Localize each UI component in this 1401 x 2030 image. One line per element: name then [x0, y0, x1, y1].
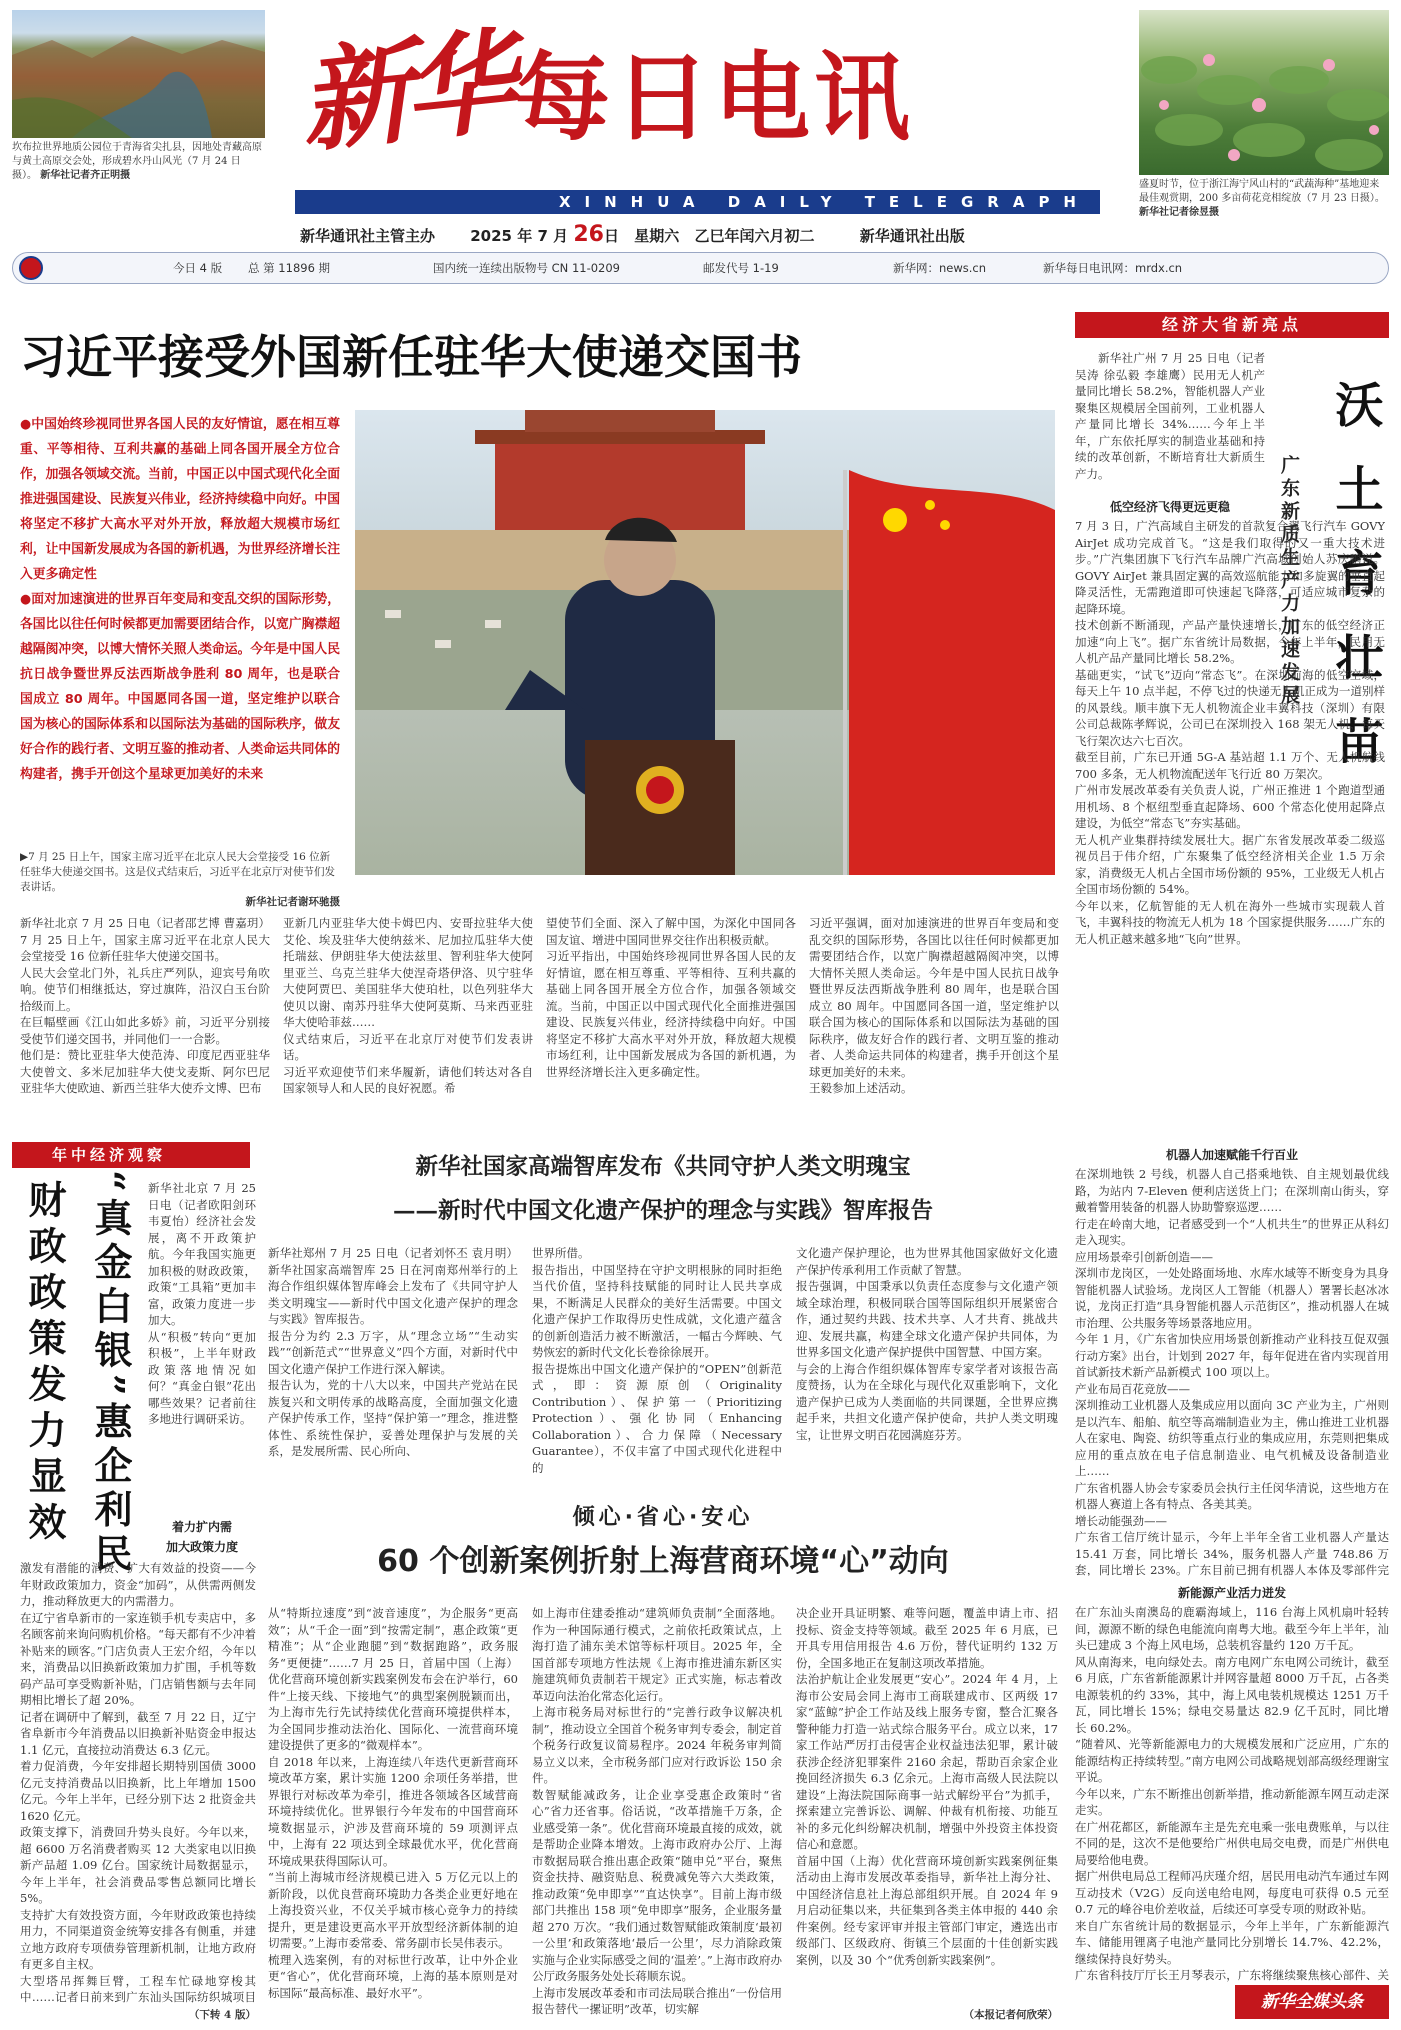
- shanghai-body-col-3: 决企业开具证明繁、难等问题，覆盖申请上市、招投标、资金支持等领域。截至 2025 年 6 月底，已开具专用信用报告 4.6 万份，替代证明约 132 万份，全国多地正在复制这项改革措施。 法治护航让企业发展更“安心”。2024 年 4 月，上海市公安局会同上海市工商联建成市、区两级 17 家“蓝鲸”护企工作站及线上服务专窗，整合汇聚各警种能力打造一站式综合服务平台。成立以来，17 家工作站严厉打击侵害企业权益违法犯罪，累计破获涉企经济犯罪案件 2160 余起，帮助百余家企业挽回经济损失 6.3 亿余元。上海市高级人民法院以建设“上海法院国际商事一站式解纷平台”为抓手，探索建立完善诉讼、调解、仲裁有机衔接、功能互补的多元化纠纷解决机制，增强中外投资主体投资信心和意愿。 首届中国（上海）优化营商环境创新实践案例征集活动由上海市发展改革委指导，新华社上海分社、中国经济信息社上海总部组织开展。自 2024 年 9 月启动征集以来，共征集到各类主体申报的 440 余件案例。经专家评审并报主管部门审定，遴选出市级部门、区级政府、街镇三个层面的十佳创新实践案例，以及 30 个“优秀创新实践案例”。: [796, 1606, 1058, 1967]
- lead-summary-2: ●面对加速演进的世界百年变局和变乱交织的国际形势，各国比以往任何时候都更加需要团结合作，以宽广胸襟超越隔阂冲突，以博大情怀关照人类命运。今年是中国人民抗日战争暨世界反法西斯战争胜利 80 周年，也是联合国成立 80 周年。中国愿同各国一道，坚定维护以联合国为核心的国际体系和以国际法为基础的国际秩序，做友好合作的践行者、文明互鉴的推动者、人类命运共同体的构建者，携手开创这个星球更加美好的未来: [20, 592, 340, 782]
- publisher: 新华通讯社出版: [859, 227, 965, 245]
- right-col-subhead-2: 机器人加速赋能千行百业: [1165, 1148, 1298, 1162]
- left-photo-credit: 新华社记者齐正明摄: [40, 170, 131, 181]
- shanghai-body-col-1: 从“特斯拉速度”到“波音速度”，为企服务“更高效”；从“千企一面”到“按需定制”，惠企政策“更精准”；从“企业跑腿”到“数据跑路”，政务服务“更便捷”……7 月 25 日，首届中国（上海）优化营商环境创新实践案例发布会在沪举行，60 件“上接天线、下接地气”的典型案例脱颖而出，为上海市先行先试持续优化营商环境提供样本，为全国同步推动法治化、国际化、一流营商环境建设提供了更多的“微观样本”。 自 2018 年以来，上海连续八年迭代更新营商环境改革方案，累计实施 1200 余项任务举措，世界银行对标改革为牵引，推进各领域各区域营商环境持续优化。世界银行今年发布的中国营商环境数据显示，沪涉及营商环境的 59 项测评点中，上海有 22 项达到全球最优水平，优化营商环境成果获得国际认可。 “当前上海城市经济规模已进入 5 万亿元以上的新阶段，以优良营商环境助力各类企业更好地在上海投资兴业，不仅关乎城市核心竞争力的持续提升，更是建设更高水平开放型经济新体制的迫切需要。”上海市委常委、常务副市长吴伟表示。 梳理入选案例，有的对标世行改革，让中外企业更“省心”，优化营商环境，上海的基本原则是对标国际“最高标准、最好水平”。: [268, 1606, 518, 2000]
- shanghai-body-col-2: 如上海市住建委推动“建筑师负责制”全面落地。作为一种国际通行模式，之前依托政策试点，上海打造了浦东美术馆等标杆项目。2025 年，全国首部专项地方性法规《上海市推进浦东新区实施建筑师负责制若干规定》正式实施，标志着改革迈向法治化常态化运行。 上海市税务局对标世行的“完善行政争议解决机制”，推动设立全国首个税务审判专委会，制定首个税务行政复议简易程序。2024 年税务审判简易立义以来，全市税务部门应对行政诉讼 150 余件。 数智赋能减政务，让企业享受惠企政策时“省心”省力还省事。俗话说，“改革措施千万条，企业感受第一条”。优化营商环境最直接的成效，就是帮助企业降本增效。上海市政府办公厅、上海市数据局联合推出惠企政策“随申兑”平台，聚焦资金扶持、融资贴息、税费减免等六大类政策，推动政策“免申即享”“直达快享”。目前上海市级部门共推出 158 项“免申即享”服务，企业服务量超 270 万次。“我们通过数智赋能政策制度‘最初一公里’和政策落地‘最后一公里’，尽力消除政策实施与企业实际感受之间的‘温差’。”上海市政府办公厅政务服务处处长蒋顺东说。 上海市发展改革委和市司法局联合推出“一份信用报告替代一摞证明”改革，切实解: [532, 1606, 782, 2016]
- econ-body: 激发有潜能的消费、扩大有效益的投资——今年财政政策加力，资金“加码”，从供需两侧发力，推动释放更大的内需潜力。 在辽宁省阜新市的一家连锁手机专卖店中，多名顾客前来询问购机价格。“每天都有不少冲着补贴来的顾客。”门店负责人王宏介绍，今年以来，消费品以旧换新政策加力扩围，手机等数码产品可享受购新补贴，门店销售额与去年同期相比增长了超 20%。 记者在调研中了解到，截至 7 月 22 日，辽宁省阜新市今年消费品以旧换新补贴资金申报达 1.1 亿元，直接拉动消费达 6.3 亿元。 着力促消费，今年安排超长期特别国债 3000 亿元支持消费品以旧换新，比上年增加 1500 亿元。今年上半年，已经分别下达 2 批资金共 1620 亿元。 政策支撑下，消费回升势头良好。今年以来，超 6600 万名消费者购买 12 大类家电以旧换新产品超 1.09 亿台。国家统计局数据显示，今年上半年，社会消费品零售总额同比增长 5%。 支持扩大有效投资方面，今年财政政策也持续用力，不同渠道资金统筹安排各有侧重，并建立地方政府专项债券管理新机制，让地方政府有更多自主权。 大型塔吊挥舞巨臂，工程车忙碌地穿梭其中……记者日前来到广东汕头国际纺织城项目: [20, 1561, 256, 2004]
- lead-body-col-3: 望使节们全面、深入了解中国，为深化中国同各国友谊、增进中国同世界交往作出积极贡献。 习近平指出，中国始终珍视同世界各国人民的友好情谊，愿在相互尊重、平等相待、互利共赢的基础上同各国开展全方位合作，加强各领域交流。当前，中国正以中国式现代化全面推进强国建设、民族复兴伟业，经济持续稳中向好。中国将坚定不移扩大高水平对外开放，释放超大规模市场红利，让中国新发展成为各国的新机遇，为世界经济增长注入更多确定性。: [546, 916, 796, 1079]
- shanghai-credit: （本报记者何欣荣）: [963, 2009, 1058, 2021]
- xinhua-emblem-icon: [19, 256, 43, 280]
- right-col-title: 沃土育壮苗: [1327, 380, 1383, 800]
- lead-photo-credit: 新华社记者谢环驰摄: [245, 896, 340, 908]
- info-issue-number: 总 第 11896 期: [248, 261, 331, 275]
- lead-summary-1: ●中国始终珍视同世界各国人民的友好情谊，愿在相互尊重、平等相待、互利共赢的基础上同各国开展全方位合作，加强各领域交流。当前，中国正以中国式现代化全面推进强国建设、民族复兴伟业，经济持续稳中向好。中国将坚定不移扩大高水平对外开放，释放超大规模市场红利，让中国新发展成为各国的新机遇，为世界经济增长注入更多确定性: [20, 417, 340, 582]
- lead-photo: [355, 410, 1055, 875]
- right-photo-credit: 新华社记者徐昱摄: [1139, 207, 1219, 218]
- masthead-english-bar: XINHUA DAILY TELEGRAPH: [295, 190, 1100, 214]
- right-col-subhead-1: 低空经济飞得更远更稳: [1109, 500, 1230, 514]
- info-cn-number: 国内统一连续出版物号 CN 11-0209: [433, 261, 620, 275]
- report-title-b: ——新时代中国文化遗产保护的理念与实践》智库报告: [392, 1198, 933, 1224]
- econ-title-b: “真金白银”惠企利民: [88, 1170, 133, 1578]
- masthead-left-photo: [12, 10, 265, 138]
- masthead-title: [293, 16, 914, 169]
- right-col-body-1: 7 月 3 日，广汽高域自主研发的首款复合翼飞行汽车 GOVY AirJet 成功完成首飞。“这是我们取得的又一重大技术进步。”广汽集团旗下飞行汽车品牌广汽高域创始人苏庆鹏说。GOVY AirJet 兼具固定翼的高效巡航能力和多旋翼的垂直起降灵活性，无需跑道即可快速起飞降落，可适应城市复杂的起降环境。 技术创新不断涌现，产品产量快速增长，广东的低空经济正加速“向上飞”。据广东省统计局数据，今年上半年，民用无人机产品产量同比增长 58.2%。 基础更实，“试飞”迈向“常态飞”。在深圳前海的低空空域，每天上午 10 点半起，不停飞过的快递无人机正成为一道别样的风景线。顺丰旗下无人机物流企业丰翼科技（深圳）有限公司总裁陈孝辉说，公司已在深圳投入 168 架无人机，每天飞行架次达六七百次。 截至目前，广东已开通 5G-A 基站超 1.1 万个、无人机航线 700 多条，无人机物流配送年飞行近 80 万架次。 广州市发展改革委有关负责人说，广州正推进 1 个跑道型通用机场、8 个枢纽型垂直起降场、600 个常态化使用起降点建设，为低空“常态飞”夯实基础。 无人机产业集群持续发展壮大。据广东省发展改革委二级巡视员吕于伟介绍，广东聚集了低空经济相关企业 1.5 万余家，消费级无人机占全国市场份额的 95%，工业级无人机占全国市场份额的 54%。 今年以来，亿航智能的无人机在海外一些城市实现载人首飞，丰翼科技的物流无人机为 18 个国家提供服务……广东的无人机正越来越多地“飞向”世界。: [1075, 519, 1385, 946]
- shanghai-title: 60 个创新案例折射上海营商环境“心”动向: [377, 1544, 949, 1579]
- report-body-col-1: 新华社郑州 7 月 25 日电（记者刘怀丕 袁月明）新华社国家高端智库 25 日在河南郑州举行的上海合作组织媒体智库峰会上发布了《共同守护人类文明瑰宝——新时代中国文化遗产保护的理念与实践》智库报告。 报告分为约 2.3 万字，从“理念立场”“生动实践”“创新范式”“世界意义”四个方面，对新时代中国文化遗产保护工作进行深入解读。 报告认为，党的十八大以来，中国共产党站在民族复兴和文明传承的战略高度，全面加强文化遗产保护传承工作，坚持“保护第一”理念，推进整体性、系统性保护，妥善处理保护与发展的关系，是发展所需、民心所向、: [268, 1246, 518, 1458]
- info-pages: 今日 4 版: [173, 261, 223, 275]
- sponsor: 新华通讯社主管主办: [300, 227, 436, 245]
- lead-summary: [20, 412, 340, 787]
- issue-date: 2025 年 7 月 26日: [470, 222, 619, 247]
- lunar-date: 乙巳年闰六月初二: [694, 227, 815, 245]
- lead-body-col-1: 新华社北京 7 月 25 日电（记者邵艺博 曹嘉玥）7 月 25 日上午，国家主席习近平在北京人民大会堂接受 16 位新任驻华大使递交国书。 人民大会堂北门外，礼兵庄严列队，迎宾号角吹响。使节们相继抵达，穿过旗阵，沿汉白玉台阶拾级而上。 在巨幅壁画《江山如此多娇》前，习近平分别接受使节们递交国书，并同他们一一合影。 他们是：赞比亚驻华大使范涛、印度尼西亚驻华大使曾文、多米尼加驻华大使戈麦斯、阿尔巴尼亚驻华大使欧迪、新西兰驻华大使乔文博、巴布: [20, 916, 270, 1095]
- report-body-col-3: 文化遗产保护理论，也为世界其他国家做好文化遗产保护传承利用工作贡献了智慧。 报告强调，中国秉承以负责任态度参与文化遗产领域全球治理，积极同联合国等国际组织开展紧密合作，通过契约共践、技术共享、人才共育、挑战共迎、发展共赢，构建全球文化遗产保护共同体，为世界多国文化遗产保护提供中国智慧、中国方案。 与会的上海合作组织媒体智库专家学者对该报告高度赞扬，认为在全球化与现代化双重影响下，文化遗产保护已成为人类面临的共同课题，全世界应携起手来，共担文化遗产保护使命，共护人类文明瑰宝，让世界文明百花园满庭芬芳。: [796, 1246, 1058, 1442]
- econ-subhead-2: 加大政策力度: [165, 1540, 238, 1554]
- info-xinhuanet: 新华网：news.cn: [893, 261, 987, 275]
- right-col-lead: 新华社广州 7 月 25 日电（记者吴涛 徐弘毅 李雄鹰）民用无人机产量同比增长 58.2%，智能机器人产业聚集区规模居全国前列，工业机器人产量同比增长 34%……今年上半年，广东依托厚实的制造业基础和持续的改革创新，不断培育壮大新质生产力。: [1075, 351, 1265, 481]
- left-photo-caption: 坎布拉世界地质公园位于青海省尖扎县，因地处青藏高原与黄土高原交会处，形成碧水丹山风光（7 月 24 日摄）。 新华社记者齐正明摄: [12, 142, 262, 181]
- info-postal-code: 邮发代号 1-19: [703, 261, 779, 275]
- right-col-body-2: 在深圳地铁 2 号线，机器人自己搭乘地铁、自主规划最优线路，为站内 7-Eleven 便利店送货上门；在深圳南山街头，穿戴着警用装备的机器人协助警察巡逻…… 行走在岭南大地，记者感受到一个“人机共生”的世界正从科幻走入现实。 应用场景牵引创新创造—— 深圳市龙岗区，一处处路面场地、水库水域等不断变身为具身智能机器人试验场。龙岗区人工智能（机器人）署署长赵冰冰说，龙岗正打造“具身智能机器人示范街区”，推动机器人在城市治理、公共服务等场景落地应用。 今年 1 月，《广东省加快应用场景创新推动产业科技互促双强行动方案》出台，计划到 2027 年，每年促进在省内实现首用首试新技术新产品新模式 100 项以上。 产业布局百花竞放—— 深圳推动工业机器人及集成应用以面向 3C 产业为主，广州则是以汽车、船舶、航空等高端制造业为主，佛山推进工业机器人在家电、陶瓷、纺织等重点行业的集成应用，东莞则把集成应用的重点放在电子信息制造业、电气机械及设备制造业上…… 广东省机器人协会专家委员会执行主任闵华清说，这些地方在机器人赛道上各有特点、各美其美。 增长动能强劲—— 广东省工信厅统计显示，今年上半年全省工业机器人产量达 15.41 万套，同比增长 34%，服务机器人产量 748.86 万套，同比增长 23%。广东目前已拥有机器人本体及零部件完: [1075, 1167, 1389, 1576]
- right-col-body-3: 在广东汕头南澳岛的鹿霸海域上，116 台海上风机扇叶轻转间，源源不断的绿色电能流向南粤大地。截至今年上半年，汕头已建成 3 个海上风电场，总装机容量约 120 万千瓦。 风从南海来，电向绿处去。南方电网广东电网公司统计，截至 6 月底，广东省新能源累计并网容量超 8000 万千瓦，占各类电源装机的约 33%，其中，海上风电装机规模达 1251 万千瓦，同比增长 15%；绿电交易量达 82.9 亿千瓦时，同比增长 60.2%。 “随着风、光等新能源电力的大规模发展和广泛应用，广东的能源结构正持续转型。”南方电网公司战略规划部高级经理谢宝平说。 今年以来，广东不断推出创新举措，推动新能源车网互动走深走实。 在广州花都区，新能源车主是先充电乘一张电费账单，与以往不同的是，这次不是他要给广州供电局交电费，而是广州供电局要给他电费。 据广州供电局总工程师冯庆瑾介绍，居民用电动汽车通过车网互动技术（V2G）反向送电给电网，每度电可获得 0.5 元至 0.7 元的峰谷电价差收益，后续还可享受专项的财政补贴。 来自广东省统计局的数据显示，今年上半年，广东新能源汽车、储能用锂离子电池产量同比分别增长 14.7%、42.2%，继续保持良好势头。 广东省科技厅厅长王月琴表示，广东将继续聚焦核心部件、关: [1075, 1605, 1389, 1982]
- right-photo-caption: 盛夏时节，位于浙江海宁风山村的“武蔬海种”基地迎来最佳观赏期，200 多亩荷花竞相绽放（7 月 23 日摄）。 新华社记者徐昱摄: [1139, 179, 1385, 218]
- masthead-title-main: 每日电讯: [514, 42, 914, 154]
- econ-banner: 年中经济观察: [12, 1142, 250, 1168]
- econ-lead: 新华社北京 7 月 25 日电（记者欧阳剑环 韦夏怡）经济社会发展，离不开政策护航。今年我国实施更加积极的财政政策，政策“工具箱”更加丰富，政策力度进一步加大。 从“积极”转向“更加积极”，上半年财政政策落地情况如何？“真金白银”花出哪些效果？记者前往多地进行调研采访。: [148, 1181, 256, 1426]
- econ-subhead-1: 着力扩内需: [171, 1520, 232, 1534]
- lead-body-col-2: 亚新几内亚驻华大使卡姆巴内、安哥拉驻华大使艾伦、埃及驻华大使纳兹米、尼加拉瓜驻华大使托瑞兹、伊朗驻华大使法兹里、智利驻华大使阿里亚兰、乌克兰驻华大使涅奇塔伊洛、贝宁驻华大使阿贾巴、美国驻华大使珀杜，以色列驻华大使贝以谢、南苏丹驻华大使阿莫斯、马来西亚驻华大使哈菲兹…… 仪式结束后，习近平在北京厅对使节们发表讲话。 习近平欢迎使节们来华履新，请他们转达对各自国家领导人和人民的良好祝愿。希: [283, 916, 533, 1095]
- issue-info-bar: [12, 252, 1389, 284]
- right-col-subhead-3: 新能源产业活力迸发: [1177, 1586, 1286, 1600]
- report-title-a: 新华社国家高端智库发布《共同守护人类文明瑰宝: [415, 1154, 911, 1180]
- footer-tag: 新华全媒头条: [1235, 1985, 1389, 2019]
- masthead-right-photo: [1139, 10, 1389, 175]
- masthead-title-brush: 新华: [293, 16, 515, 169]
- info-mrdx: 新华每日电讯网：mrdx.cn: [1043, 261, 1183, 275]
- masthead-logo: [293, 16, 1100, 169]
- weekday: 星期六: [634, 227, 680, 245]
- econ-title-a: 财政政策发力显效: [22, 1180, 67, 1548]
- report-body-col-2: 世界所借。 报告指出，中国坚持在守护文明根脉的同时拒绝当代价值，坚持科技赋能的同时让人民共享成果，不断满足人民群众的美好生活需要。中国文化遗产保护工作取得历史性成就，文化遗产蕴含的创新创造活力被不断激活，一幅古今辉映、气势恢宏的新时代文化长卷徐徐展开。 报告提炼出中国文化遗产保护的“OPEN”创新范式，即：资源原创（Originality Contribution）、保护第一（Prioritizing Protection）、强化协同（Enhancing Collaboration）、合力保障（Necessary Guarantee），不仅丰富了中国式现代化进程中的: [532, 1246, 782, 1475]
- right-col-banner: 经济大省新亮点: [1075, 312, 1389, 338]
- lead-photo-caption: ▶7 月 25 日上午，国家主席习近平在北京人民大会堂接受 16 位新任驻华大使递交国书。这是仪式结束后，习近平在北京厅对使节们发表讲话。 新华社记者谢环驰摄: [20, 851, 340, 908]
- econ-continue: （下转 4 版）: [188, 2009, 256, 2021]
- shanghai-kicker: 倾心·省心·安心: [572, 1505, 754, 1530]
- lead-headline: 习近平接受外国新任驻华大使递交国书: [20, 330, 802, 384]
- right-col-subtitle: 广东新质生产力加速发展: [1278, 455, 1300, 708]
- masthead-dateline: [300, 222, 1100, 248]
- lead-body-col-4: 习近平强调，面对加速演进的世界百年变局和变乱交织的国际形势，各国比以往任何时候都更加需要团结合作，以宽广胸襟超越隔阂冲突，以博大情怀关照人类命运。今年是中国人民抗日战争暨世界反法西斯战争胜利 80 周年，也是联合国成立 80 周年。中国愿同各国一道，坚定维护以联合国为核心的国际体系和以国际法为基础的国际秩序，做友好合作的践行者、文明互鉴的推动者、人类命运共同体的构建者，携手开创这个星球更加美好的未来。 王毅参加上述活动。: [809, 916, 1059, 1095]
